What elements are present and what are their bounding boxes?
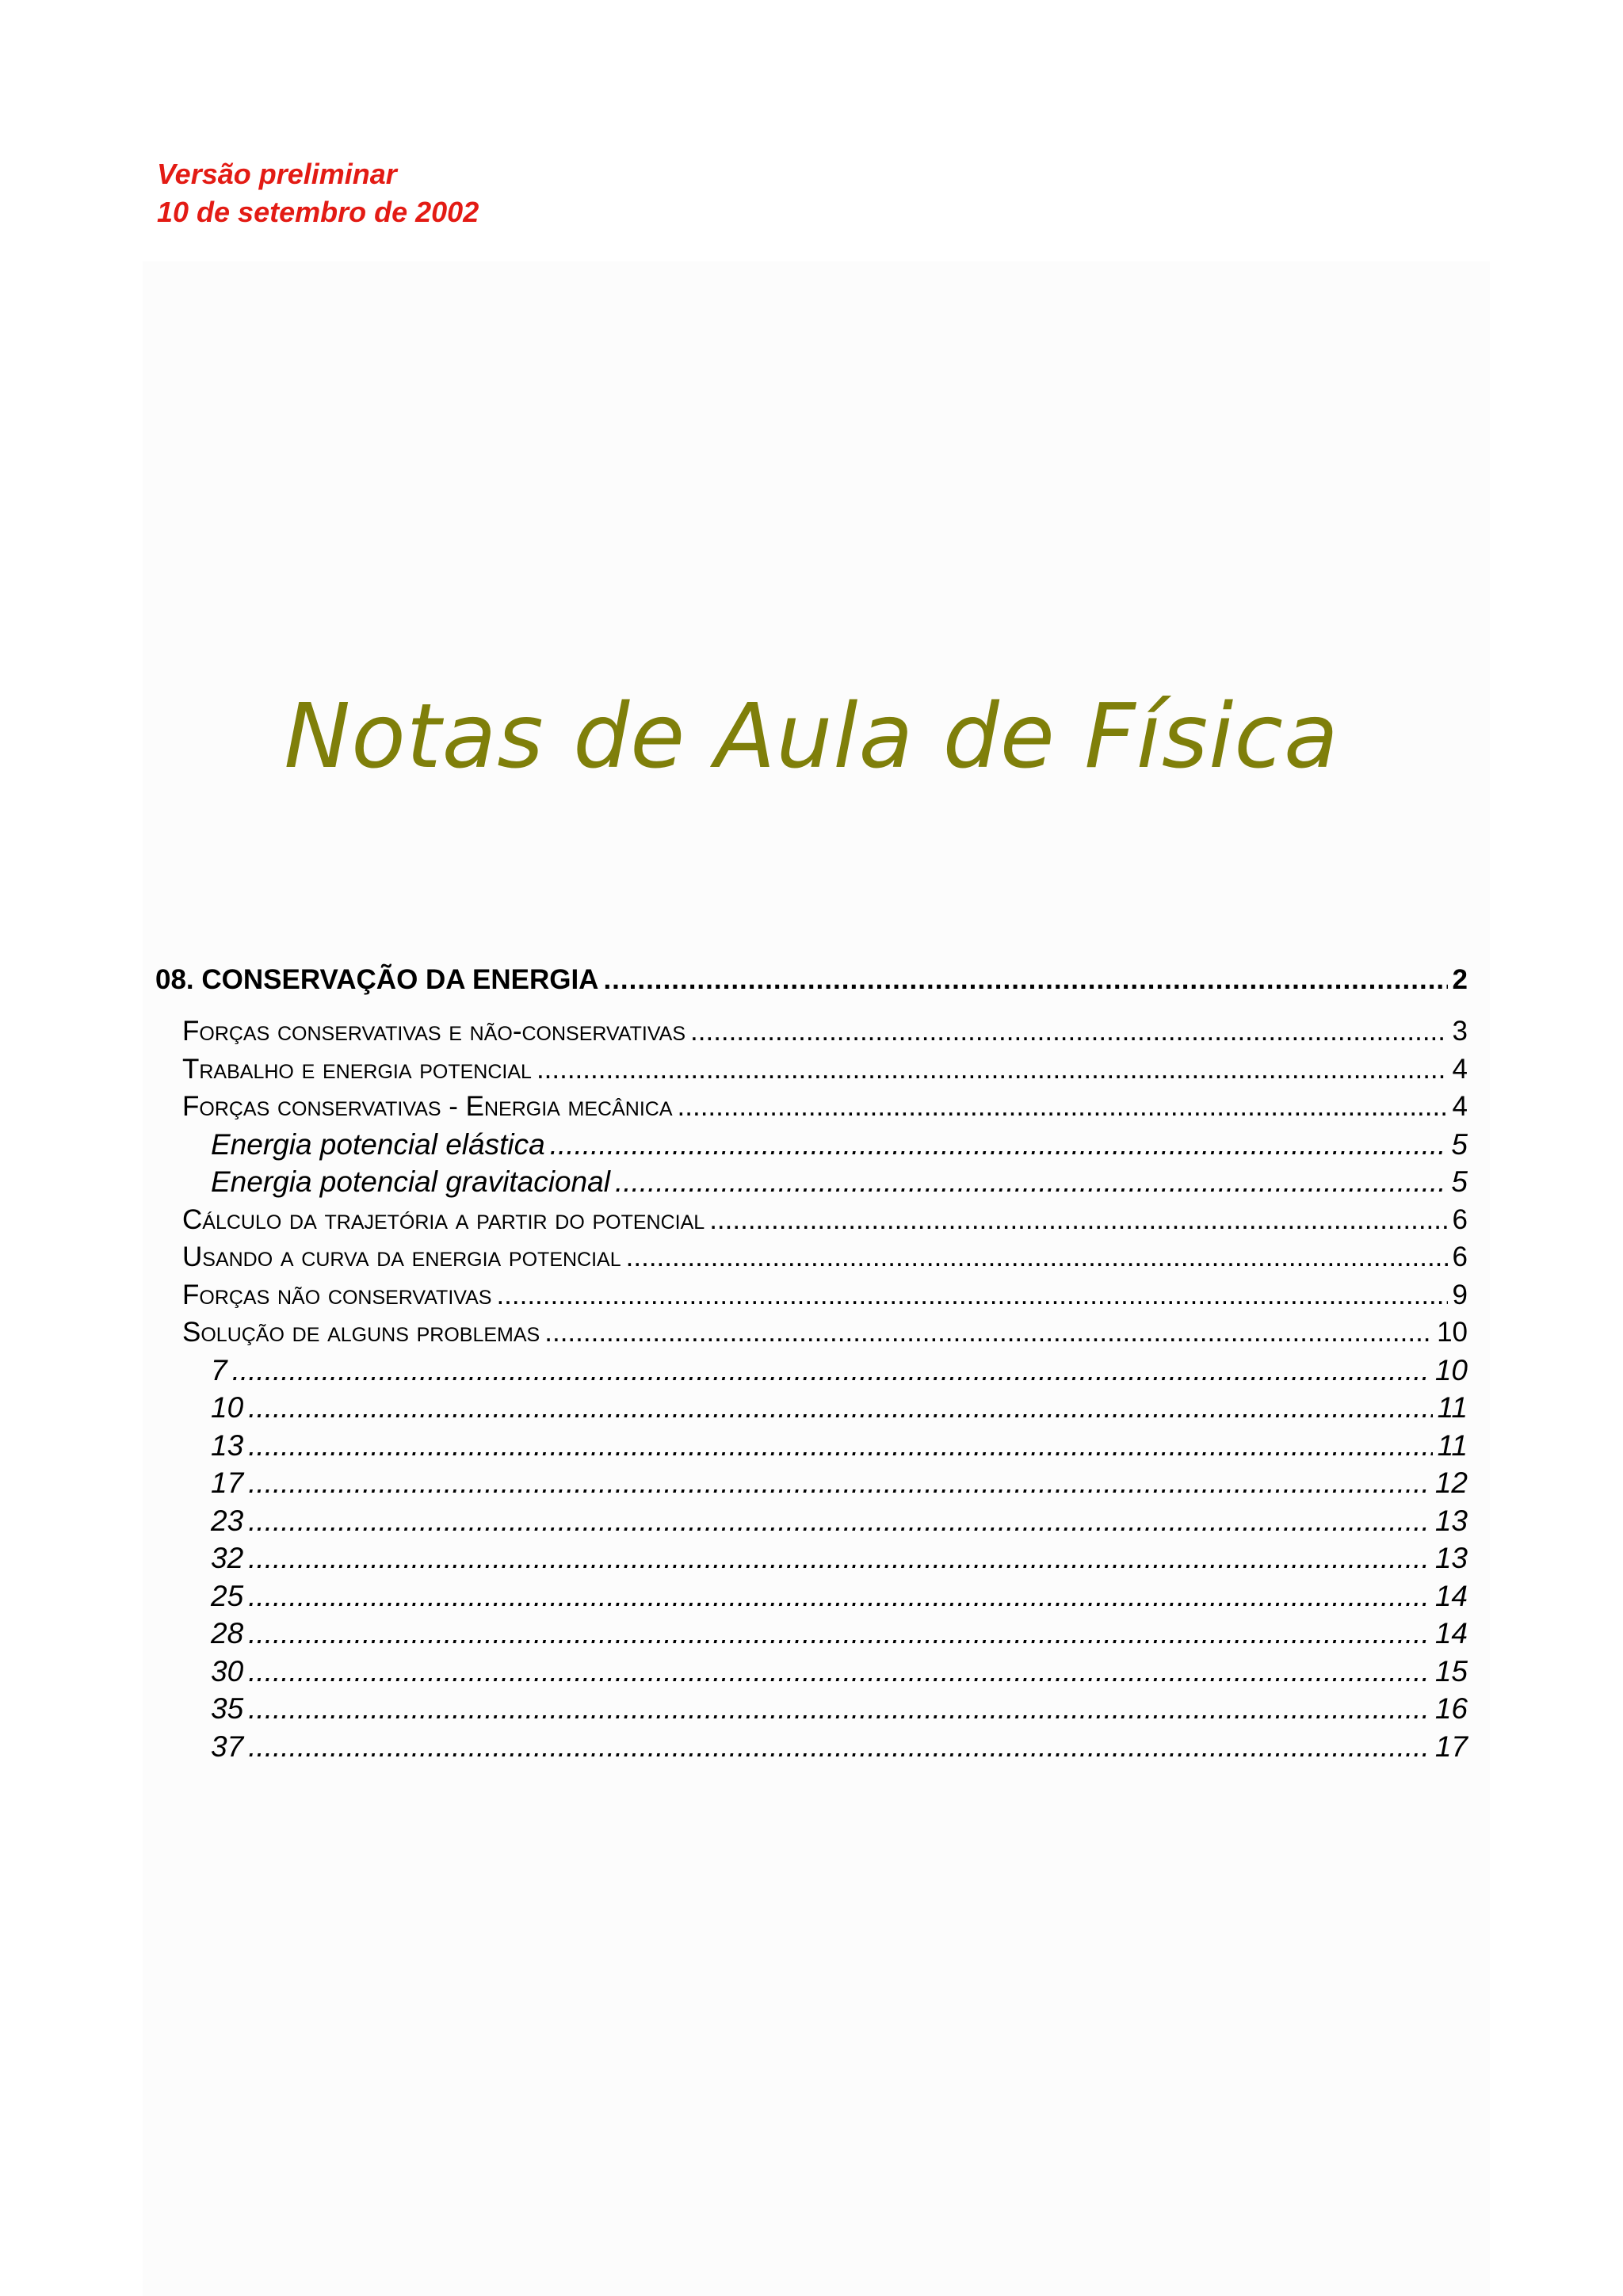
document-title: Notas de Aula de Física	[284, 685, 1339, 788]
toc-subentry[interactable]	[155, 1163, 1468, 1201]
toc-subentry-label: 35	[211, 1692, 244, 1725]
toc-subentry[interactable]	[155, 1126, 1468, 1164]
toc-leader-dots	[603, 955, 1447, 1005]
toc-subentry[interactable]	[155, 1464, 1468, 1502]
toc-entry-page: 6	[1452, 1203, 1468, 1235]
toc-subentry-label: 25	[211, 1579, 244, 1612]
toc-leader-dots	[248, 1653, 1430, 1691]
toc-leader-dots	[248, 1728, 1430, 1766]
toc-entry[interactable]	[155, 1276, 1468, 1314]
toc-subentry-page: 5	[1451, 1165, 1468, 1198]
toc-entry[interactable]	[155, 1201, 1468, 1239]
toc-subentry-page: 13	[1434, 1542, 1468, 1574]
toc-subentry-label: 17	[211, 1466, 244, 1499]
toc-subentry[interactable]	[155, 1615, 1468, 1653]
toc-entry[interactable]	[155, 1238, 1468, 1276]
version-label: Versão preliminar	[157, 158, 397, 190]
toc-subentry-label: 23	[211, 1504, 244, 1537]
toc-subentry[interactable]	[155, 1690, 1468, 1728]
toc-leader-dots	[678, 1088, 1448, 1126]
toc-subentry[interactable]	[155, 1502, 1468, 1540]
toc-leader-dots	[248, 1427, 1432, 1465]
toc-entry[interactable]	[155, 1013, 1468, 1051]
toc-subentry-label: 7	[211, 1353, 227, 1386]
toc-entry-label: Cálculo da trajetória a partir do potencial	[182, 1203, 705, 1235]
toc-entry[interactable]	[155, 1088, 1468, 1126]
toc-subentry[interactable]	[155, 1352, 1468, 1390]
toc-entry[interactable]	[155, 1314, 1468, 1352]
toc-subentry-page: 10	[1434, 1353, 1468, 1386]
toc-entry-label: Forças conservativas e não-conservativas	[182, 1016, 686, 1047]
toc-subentry-label: Energia potencial elástica	[211, 1127, 545, 1161]
toc-entry-page: 4	[1452, 1053, 1468, 1085]
toc-entry-label: Forças não conservativas	[182, 1279, 492, 1310]
toc-subentry-label: 10	[211, 1391, 244, 1424]
table-of-contents	[155, 955, 1468, 1765]
toc-leader-dots	[626, 1238, 1448, 1276]
toc-leader-dots	[248, 1389, 1432, 1427]
toc-entry-page: 4	[1452, 1091, 1468, 1122]
toc-entry-page: 10	[1437, 1317, 1468, 1348]
toc-subentry-label: 30	[211, 1654, 244, 1688]
toc-entry-label: Solução de alguns problemas	[182, 1317, 540, 1348]
toc-subentry-page: 5	[1451, 1127, 1468, 1161]
toc-subentry-page: 14	[1434, 1579, 1468, 1612]
toc-subentry[interactable]	[155, 1389, 1468, 1427]
toc-leader-dots	[248, 1577, 1430, 1615]
toc-entry[interactable]	[155, 1051, 1468, 1089]
version-note	[157, 155, 479, 231]
toc-entry-page: 3	[1452, 1016, 1468, 1047]
toc-entry-page: 6	[1452, 1241, 1468, 1272]
toc-leader-dots	[248, 1690, 1430, 1728]
toc-chapter-label: 08. CONSERVAÇÃO DA ENERGIA	[155, 964, 599, 995]
toc-leader-dots	[550, 1126, 1447, 1164]
toc-subentry-page: 11	[1437, 1428, 1468, 1462]
toc-entry-label: Forças conservativas - Energia mecânica	[182, 1091, 673, 1122]
toc-subentry[interactable]	[155, 1577, 1468, 1615]
toc-subentry[interactable]	[155, 1427, 1468, 1465]
toc-leader-dots	[690, 1013, 1448, 1051]
toc-chapter-entry[interactable]	[155, 955, 1468, 1005]
toc-subentry[interactable]	[155, 1653, 1468, 1691]
toc-subentry-page: 15	[1434, 1654, 1468, 1688]
toc-subentry-label: 37	[211, 1730, 244, 1763]
toc-leader-dots	[248, 1502, 1430, 1540]
toc-leader-dots	[248, 1615, 1430, 1653]
toc-subentry[interactable]	[155, 1539, 1468, 1577]
toc-chapter-page: 2	[1452, 964, 1468, 995]
toc-entry-label: Trabalho e energia potencial	[182, 1053, 532, 1085]
toc-subentry-page: 13	[1434, 1504, 1468, 1537]
toc-leader-dots	[248, 1464, 1430, 1502]
toc-subentry-label: Energia potencial gravitacional	[211, 1165, 610, 1198]
toc-leader-dots	[248, 1539, 1430, 1577]
toc-entry-label: Usando a curva da energia potencial	[182, 1241, 621, 1272]
toc-subentry-page: 16	[1434, 1692, 1468, 1725]
toc-leader-dots	[496, 1276, 1447, 1314]
toc-leader-dots	[615, 1163, 1446, 1201]
toc-leader-dots	[232, 1352, 1430, 1390]
toc-subentry-page: 11	[1437, 1391, 1468, 1424]
toc-subentry-page: 14	[1434, 1617, 1468, 1650]
toc-leader-dots	[544, 1314, 1432, 1352]
toc-subentry[interactable]	[155, 1728, 1468, 1766]
toc-subentry-label: 13	[211, 1428, 244, 1462]
toc-subentry-label: 28	[211, 1617, 244, 1650]
toc-leader-dots	[537, 1051, 1448, 1089]
toc-leader-dots	[709, 1201, 1447, 1239]
toc-subentry-page: 17	[1434, 1730, 1468, 1763]
toc-subentry-page: 12	[1434, 1466, 1468, 1499]
version-date: 10 de setembro de 2002	[157, 196, 479, 228]
toc-subentry-label: 32	[211, 1542, 244, 1574]
toc-entry-page: 9	[1452, 1279, 1468, 1310]
